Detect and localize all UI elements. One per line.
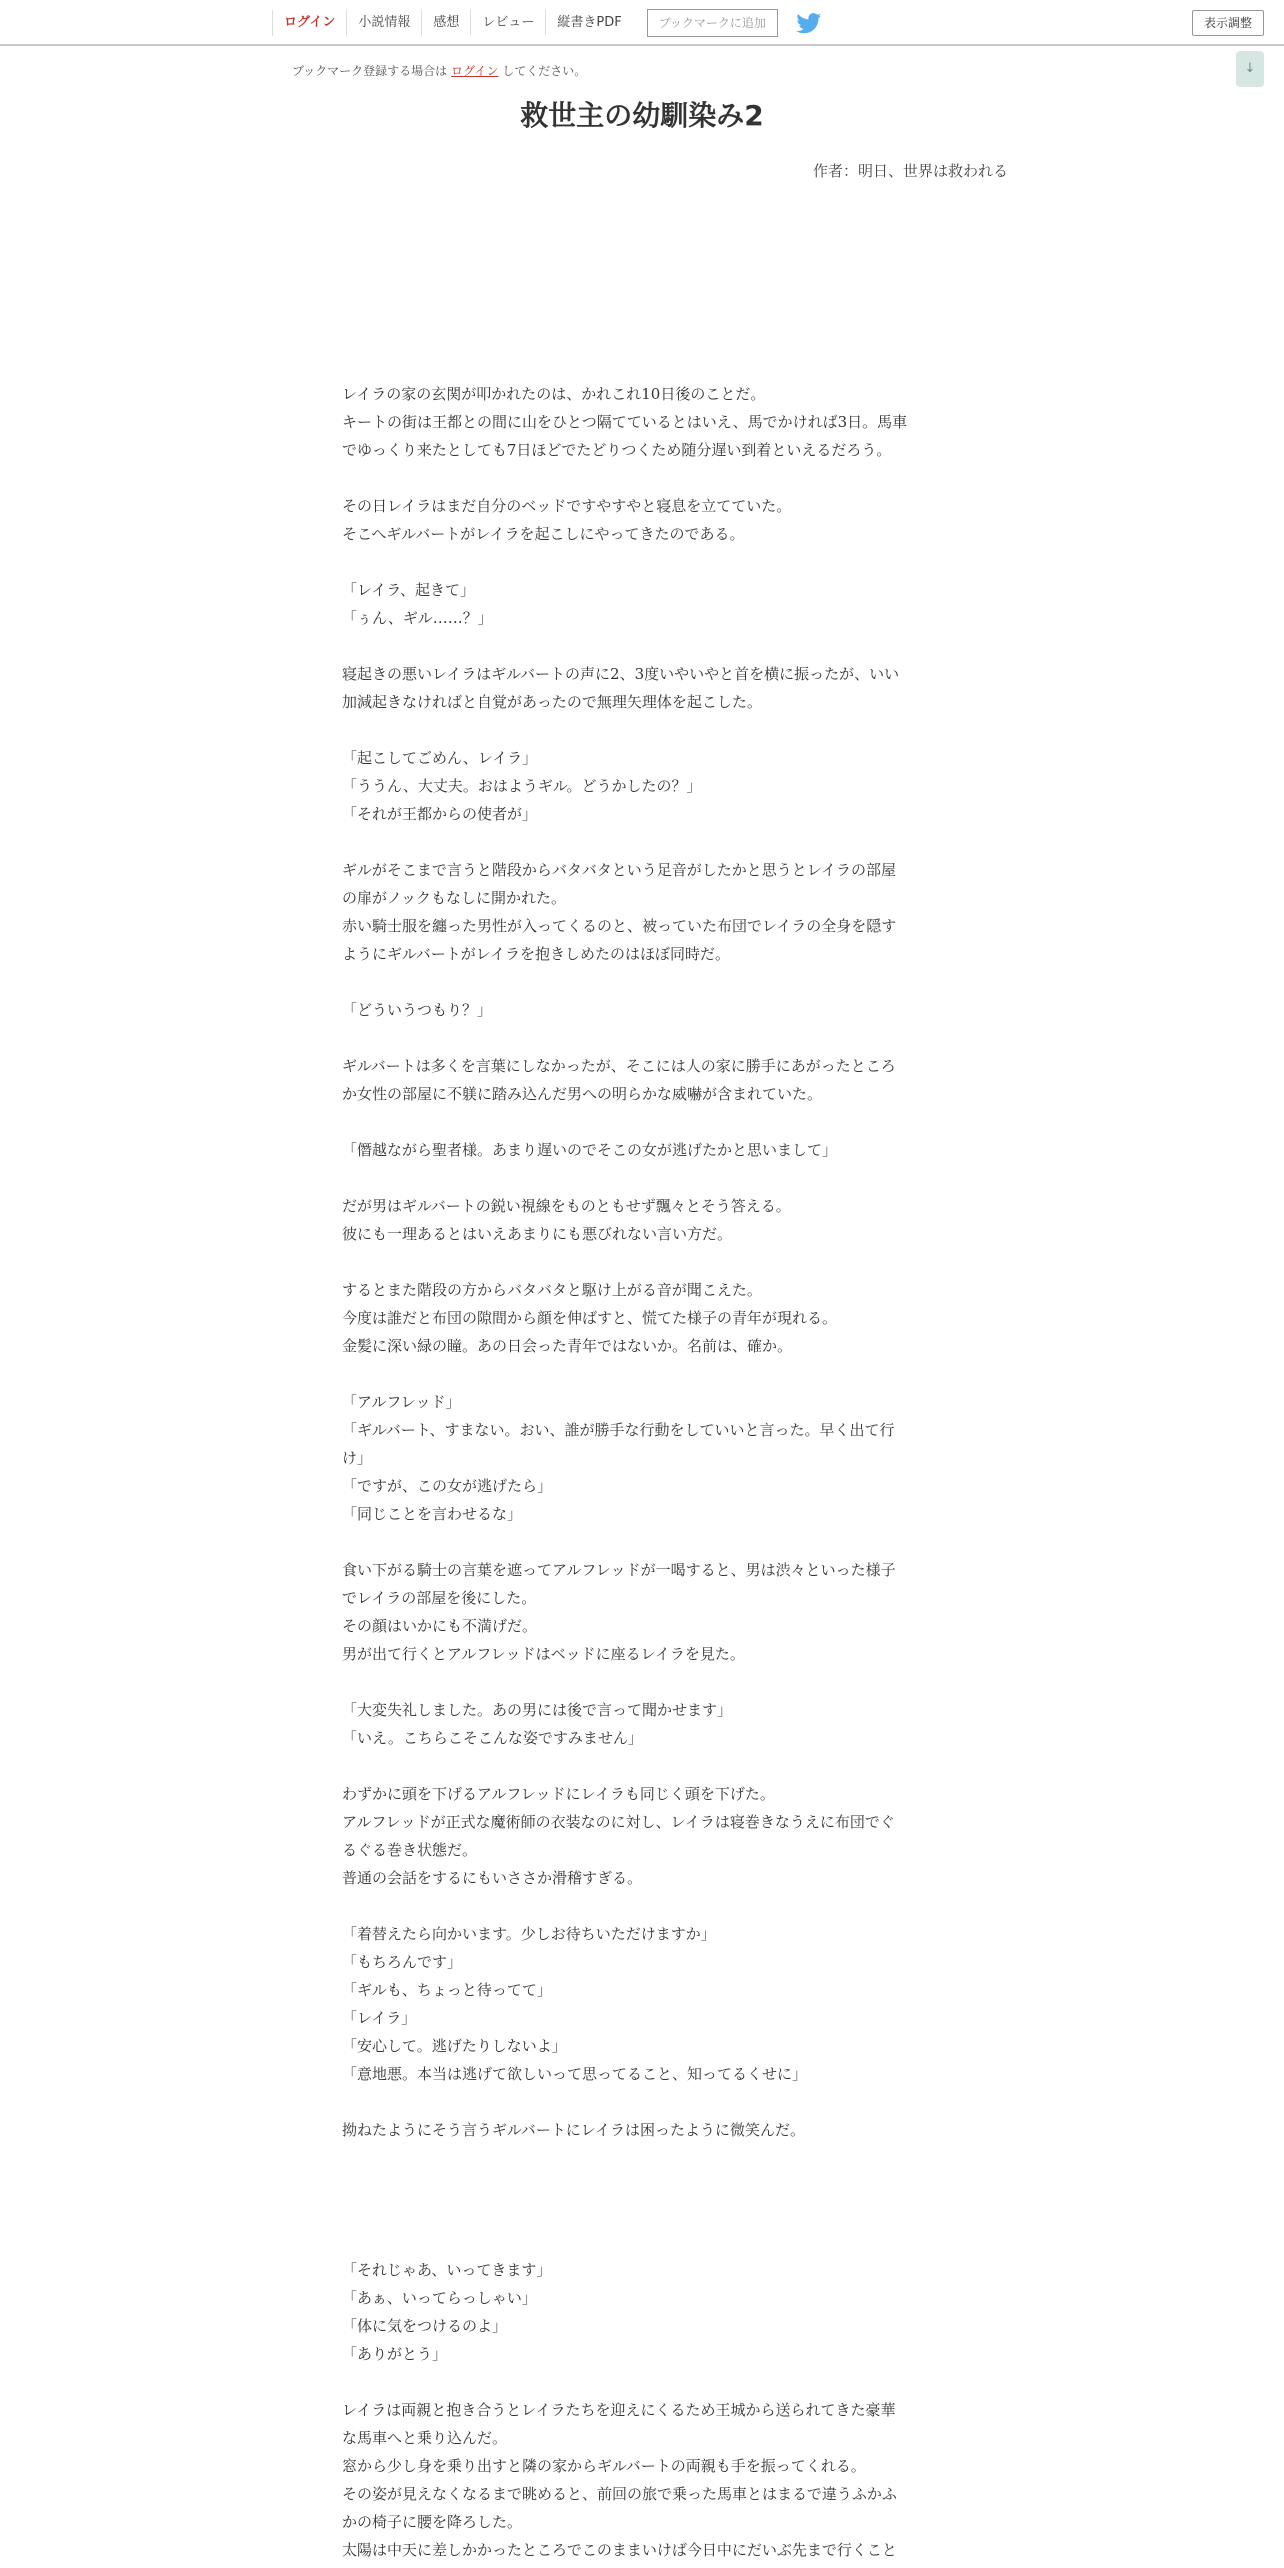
- blank-line: [342, 1668, 942, 1696]
- nav-list: [272, 10, 822, 36]
- body-line: そこへギルバートがレイラを起こしにやってきたのである。: [342, 525, 745, 543]
- body-line: 今度は誰だと布団の隙間から顔を伸ばすと、慌てた様子の青年が現れる。: [342, 1309, 838, 1327]
- twitter-bird-icon: [796, 13, 822, 34]
- body-line: 「ありがとう」: [342, 2345, 448, 2363]
- body-line: 窓から少し身を乗り出すと隣の家からギルバートの両親も手を振ってくれる。: [342, 2457, 866, 2475]
- blank-line: [342, 2228, 942, 2256]
- blank-line: [342, 2172, 942, 2200]
- body-line: 「安心して。逃げたりしないよ」: [342, 2037, 567, 2055]
- body-line: 食い下がる騎士の言葉を遮ってアルフレッドが一喝すると、男は渋々といった様子: [342, 1561, 896, 1579]
- body-line: 「体に気をつけるのよ」: [342, 2317, 508, 2335]
- body-line: 「レイラ」: [342, 2009, 417, 2027]
- blank-line: [342, 1024, 942, 1052]
- body-line: でゆっくり来たとしても7日ほどでたどりつくため随分遅い到着といえるだろう。: [342, 441, 892, 459]
- blank-line: [342, 716, 942, 744]
- blank-line: [342, 1892, 942, 1920]
- novel-author: 作者：明日、世界は救われる: [812, 162, 1008, 180]
- nav-vertical-pdf[interactable]: 縦書きPDF: [545, 10, 632, 36]
- blank-line: [342, 1108, 942, 1136]
- add-bookmark-button[interactable]: ブックマークに追加: [647, 9, 778, 37]
- blank-line: [342, 2144, 942, 2172]
- body-line: 「意地悪。本当は逃げて欲しいって思ってること、知ってるくせに」: [342, 2065, 808, 2083]
- body-line: ギルがそこまで言うと階段からバタバタという足音がしたかと思うとレイラの部屋: [342, 861, 896, 879]
- display-settings-button[interactable]: 表示調整: [1192, 10, 1264, 36]
- scroll-down-button[interactable]: [1236, 51, 1264, 87]
- blank-line: [342, 1248, 942, 1276]
- body-line: ようにギルバートがレイラを抱きしめたのはほぼ同時だ。: [342, 945, 731, 963]
- body-line: 「どういうつもり？」: [342, 1001, 493, 1019]
- body-line: その日レイラはまだ自分のベッドですやすやと寝息を立てていた。: [342, 497, 792, 515]
- body-line: 男が出て行くとアルフレッドはベッドに座るレイラを見た。: [342, 1645, 745, 1663]
- twitter-share-link[interactable]: [796, 12, 822, 34]
- body-line: 「あぁ、いってらっしゃい」: [342, 2289, 537, 2307]
- blank-line: [342, 1360, 942, 1388]
- nav-impressions[interactable]: 感想: [421, 10, 470, 36]
- body-line: 「ううん、大丈夫。おはようギル。どうかしたの？」: [342, 777, 702, 795]
- body-line: 「同じことを言わせるな」: [342, 1505, 523, 1523]
- body-line: 「ギルバート、すまない。おい、誰が勝手な行動をしていいと言った。早く出て行: [342, 1421, 895, 1439]
- body-line: するとまた階段の方からバタバタと駆け上がる音が聞こえた。: [342, 1281, 762, 1299]
- body-line: キートの街は王都との間に山をひとつ隔てているとはいえ、馬でかければ3日。馬車: [342, 413, 908, 431]
- top-navbar: [0, 0, 1284, 46]
- body-line: アルフレッドが正式な魔術師の衣装なのに対し、レイラは寝巻きなうえに布団でぐ: [342, 1813, 895, 1831]
- body-line: 「アルフレッド」: [342, 1393, 461, 1411]
- body-line: 「大変失礼しました。あの男には後で言って聞かせます」: [342, 1701, 733, 1719]
- body-line: その姿が見えなくなるまで眺めると、前回の旅で乗った馬車とはまるで違うふかふ: [342, 2485, 897, 2503]
- body-line: でレイラの部屋を後にした。: [342, 1589, 537, 1607]
- blank-line: [342, 464, 942, 492]
- notice-suffix: してください。: [498, 64, 587, 78]
- body-line: るぐる巻き状態だ。: [342, 1841, 478, 1859]
- body-line: 彼にも一理あるとはいえあまりにも悪びれない言い方だ。: [342, 1225, 733, 1243]
- body-line: 「着替えたら向かいます。少しお待ちいただけますか」: [342, 1925, 716, 1943]
- body-line: の扉がノックもなしに開かれた。: [342, 889, 566, 907]
- nav-review[interactable]: レビュー: [470, 10, 545, 36]
- body-line: 「僭越ながら聖者様。あまり遅いのでそこの女が逃げたかと思いまして」: [342, 1141, 838, 1159]
- body-line: 金髪に深い緑の瞳。あの日会った青年ではないか。名前は、確か。: [342, 1337, 793, 1355]
- body-line: 普通の会話をするにもいささか滑稽すぎる。: [342, 1869, 643, 1887]
- body-line: 「ギルも、ちょっと待ってて」: [342, 1981, 552, 1999]
- novel-body: [342, 380, 942, 2564]
- bookmark-login-notice: [292, 62, 586, 79]
- body-line: わずかに頭を下げるアルフレッドにレイラも同じく頭を下げた。: [342, 1785, 775, 1803]
- blank-line: [342, 2200, 942, 2228]
- blank-line: [342, 2088, 942, 2116]
- blank-line: [342, 1164, 942, 1192]
- blank-line: [342, 632, 942, 660]
- body-line: 「ぅん、ギル……？」: [342, 609, 493, 627]
- blank-line: [342, 1528, 942, 1556]
- body-line: レイラは両親と抱き合うとレイラたちを迎えにくるため王城から送られてきた豪華: [342, 2401, 896, 2419]
- body-line: 「それが王都からの使者が」: [342, 805, 538, 823]
- blank-line: [342, 968, 942, 996]
- blank-line: [342, 828, 942, 856]
- body-line: 太陽は中天に差しかかったところでこのままいけば今日中にだいぶ先まで行くこと: [342, 2541, 897, 2559]
- notice-prefix: ブックマーク登録する場合は: [292, 64, 451, 78]
- body-line: 拗ねたようにそう言うギルバートにレイラは困ったように微笑んだ。: [342, 2121, 806, 2139]
- body-line: 赤い騎士服を纏った男性が入ってくるのと、被っていた布団でレイラの全身を隠す: [342, 917, 897, 935]
- blank-line: [342, 2368, 942, 2396]
- nav-login[interactable]: ログイン: [272, 10, 346, 36]
- body-line: 「起こしてごめん、レイラ」: [342, 749, 538, 767]
- blank-line: [342, 548, 942, 576]
- body-line: な馬車へと乗り込んだ。: [342, 2429, 508, 2447]
- body-line: け」: [342, 1449, 373, 1467]
- body-line: 加減起きなければと自覚があったので無理矢理体を起こした。: [342, 693, 762, 711]
- body-line: 「もちろんです」: [342, 1953, 463, 1971]
- body-line: 「ですが、この女が逃げたら」: [342, 1477, 553, 1495]
- body-line: レイラの家の玄関が叩かれたのは、かれこれ10日後のことだ。: [342, 385, 766, 403]
- body-line: ギルバートは多くを言葉にしなかったが、そこには人の家に勝手にあがったところ: [342, 1057, 896, 1075]
- body-line: 「いえ。こちらこそこんな姿ですみません」: [342, 1729, 643, 1747]
- body-line: 「それじゃあ、いってきます」: [342, 2261, 552, 2279]
- down-arrow-icon: ↓: [1244, 61, 1256, 76]
- body-line: かの椅子に腰を降ろした。: [342, 2513, 523, 2531]
- body-line: か女性の部屋に不躾に踏み込んだ男への明らかな威嚇が含まれていた。: [342, 1085, 823, 1103]
- notice-login-link[interactable]: ログイン: [450, 64, 499, 78]
- blank-line: [342, 1752, 942, 1780]
- body-line: 寝起きの悪いレイラはギルバートの声に2、3度いやいやと首を横に振ったが、いい: [342, 665, 900, 683]
- novel-title: 救世主の幼馴染み2: [520, 99, 764, 132]
- body-line: その顔はいかにも不満げだ。: [342, 1617, 538, 1635]
- body-line: 「レイラ、起きて」: [342, 581, 476, 599]
- nav-novel-info[interactable]: 小説情報: [346, 10, 421, 36]
- body-line: だが男はギルバートの鋭い視線をものともせず飄々とそう答える。: [342, 1197, 791, 1215]
